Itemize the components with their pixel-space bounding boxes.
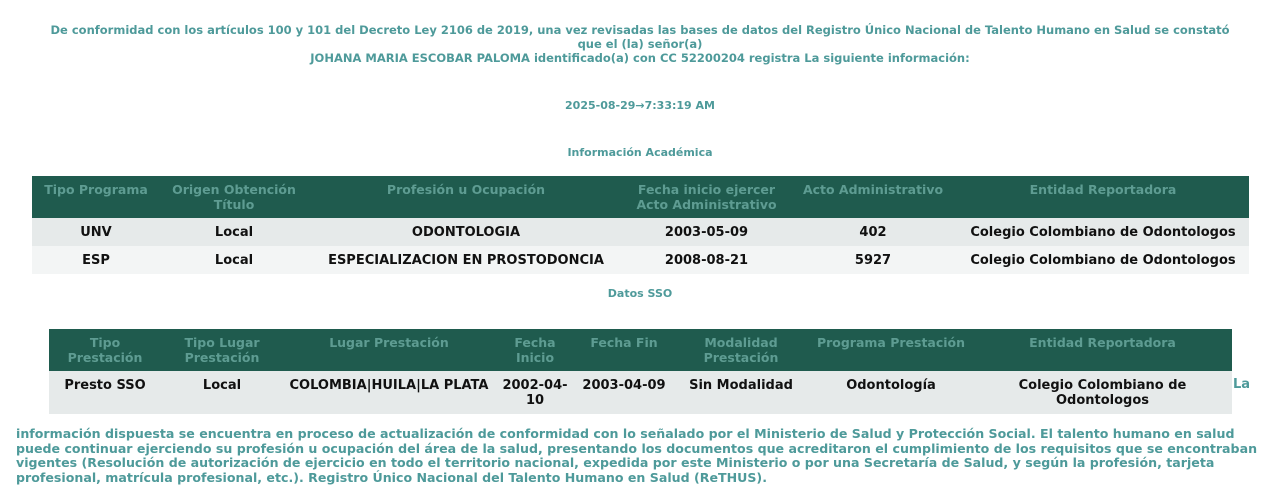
table-cell: 402 xyxy=(789,218,957,246)
table-cell: UNV xyxy=(32,218,160,246)
academic-table xyxy=(32,176,1249,274)
intro-line-1: De conformidad con los artículos 100 y 101 del Decreto Ley 2106 de 2019, una vez revisadas las bases de datos del Registro Único Nacional de Talento Humano en Salud se constató que el (la) señor(a) xyxy=(50,23,1230,51)
sso-col-header: Lugar Prestación xyxy=(283,329,495,371)
table-row xyxy=(32,246,1249,274)
table-cell: Odontología xyxy=(809,371,973,414)
table-cell: Local xyxy=(160,218,308,246)
table-cell: Presto SSO xyxy=(49,371,161,414)
table-cell: Colegio Colombiano de Odontologos xyxy=(957,246,1249,274)
sso-header-row xyxy=(49,329,1232,371)
table-cell: Colegio Colombiano de Odontologos xyxy=(973,371,1232,414)
sso-col-header: Modalidad Prestación xyxy=(673,329,809,371)
sso-col-header: Fecha Fin xyxy=(575,329,673,371)
table-cell: 2008-08-21 xyxy=(624,246,789,274)
footer-lead-word: La xyxy=(1233,377,1251,392)
sso-col-header: Tipo Lugar Prestación xyxy=(161,329,283,371)
academic-col-header: Fecha inicio ejercer Acto Administrativo xyxy=(624,176,789,218)
sso-col-header: Programa Prestación xyxy=(809,329,973,371)
table-cell: COLOMBIA|HUILA|LA PLATA xyxy=(283,371,495,414)
academic-col-header: Entidad Reportadora xyxy=(957,176,1249,218)
table-cell: 2003-05-09 xyxy=(624,218,789,246)
academic-header-row xyxy=(32,176,1249,218)
table-cell: 5927 xyxy=(789,246,957,274)
sso-col-header: Tipo Prestación xyxy=(49,329,161,371)
academic-col-header: Origen Obtención Título xyxy=(160,176,308,218)
sso-table xyxy=(49,329,1232,414)
table-cell: Sin Modalidad xyxy=(673,371,809,414)
table-cell: ESPECIALIZACION EN PROSTODONCIA xyxy=(308,246,624,274)
table-cell: ESP xyxy=(32,246,160,274)
table-cell: Local xyxy=(160,246,308,274)
table-cell: 2002-04-10 xyxy=(495,371,575,414)
table-cell: ODONTOLOGIA xyxy=(308,218,624,246)
academic-section-title: Información Académica xyxy=(567,146,713,159)
academic-col-header: Acto Administrativo xyxy=(789,176,957,218)
table-row xyxy=(32,218,1249,246)
table-row xyxy=(49,371,1232,414)
academic-col-header: Profesión u Ocupación xyxy=(308,176,624,218)
intro-statement xyxy=(40,23,1240,65)
intro-line-2: JOHANA MARIA ESCOBAR PALOMA identificado(a) con CC 52200204 registra La siguiente información: xyxy=(310,51,970,65)
footer-notice: información dispuesta se encuentra en proceso de actualización de conformidad con lo señalado por el Ministerio de Salud y Protección Social. El talento humano en salud puede continuar ejerciendo su profesión u ocupación del área de la salud, presentando los documentos que acreditaron el cumplimiento de los requisitos que se encontraban vigentes (Resolución de autorización de ejercicio en todo el territorio nacional, expedida por este Ministerio o por una Secretaría de Salud, y según la profesión, tarjeta profesional, matrícula profesional, etc.). Registro Único Nacional del Talento Humano en Salud (ReTHUS). xyxy=(16,426,1258,485)
table-cell: 2003-04-09 xyxy=(575,371,673,414)
academic-col-header: Tipo Programa xyxy=(32,176,160,218)
table-cell: Local xyxy=(161,371,283,414)
query-timestamp: 2025-08-29→7:33:19 AM xyxy=(565,99,715,112)
sso-col-header: Fecha Inicio xyxy=(495,329,575,371)
table-cell: Colegio Colombiano de Odontologos xyxy=(957,218,1249,246)
sso-col-header: Entidad Reportadora xyxy=(973,329,1232,371)
sso-section-title: Datos SSO xyxy=(607,287,673,300)
